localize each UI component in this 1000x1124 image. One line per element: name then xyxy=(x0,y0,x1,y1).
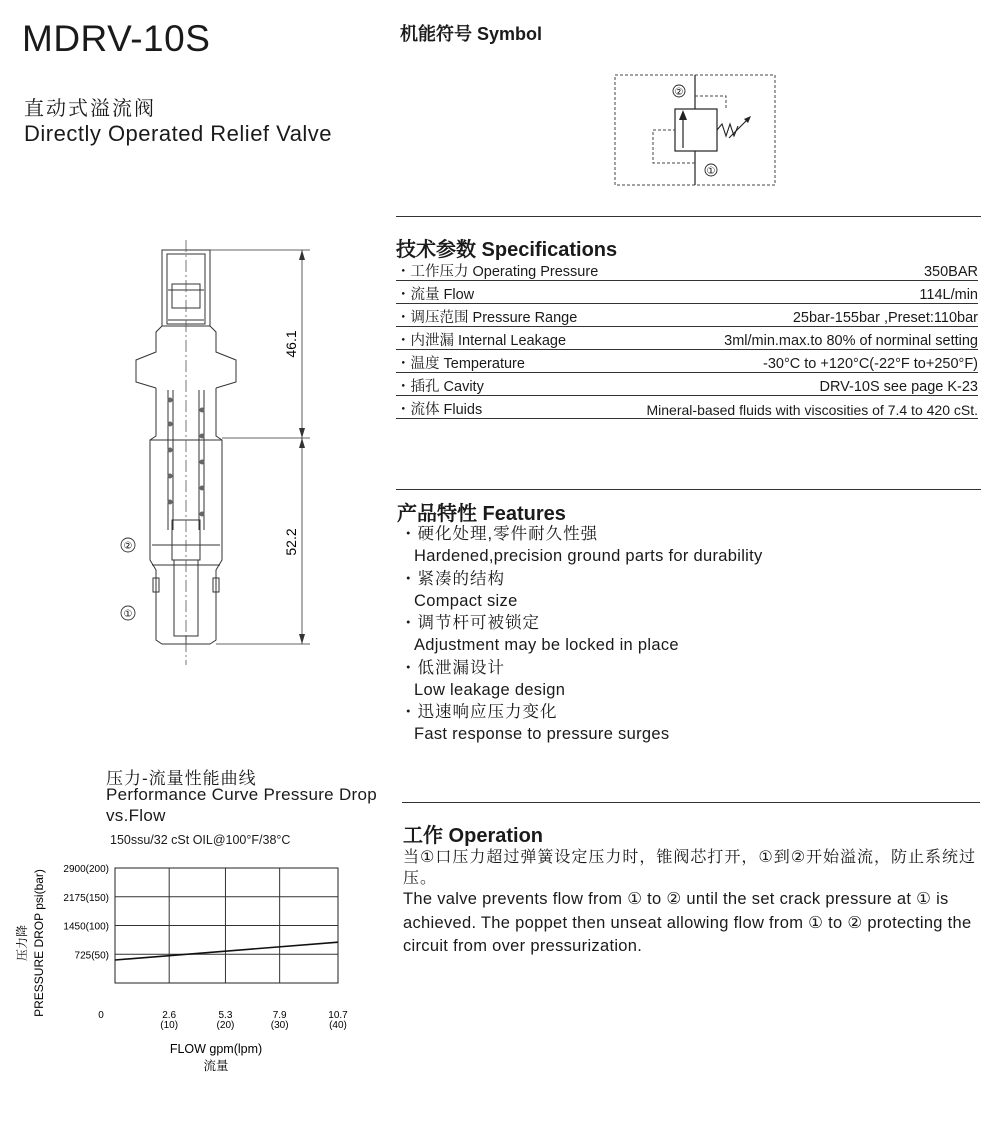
x-tick-sublabel: (10) xyxy=(160,1020,179,1031)
x-tick-label: 2.6 xyxy=(162,1010,177,1021)
spec-value: 114L/min xyxy=(919,286,978,303)
feature-cn: ・迅速响应压力变化 xyxy=(400,703,558,721)
x-axis-label: FLOW gpm(lpm) xyxy=(169,1042,263,1056)
feature-item xyxy=(400,568,763,613)
feature-en: Low leakage design xyxy=(414,680,566,699)
spec-label: ・调压范围 Pressure Range xyxy=(396,309,578,326)
feature-item xyxy=(400,523,763,568)
spec-label: ・工作压力 Operating Pressure xyxy=(396,263,599,280)
operation-title: 工作 Operation xyxy=(403,825,544,847)
spec-row-fluids xyxy=(396,396,978,419)
feature-item xyxy=(400,701,763,746)
specifications-title: 技术参数 Specifications xyxy=(396,239,618,261)
y-tick-label: 725(50) xyxy=(74,950,109,962)
product-name-en: Directly Operated Relief Valve xyxy=(24,121,333,146)
y-tick-label: 2175(150) xyxy=(63,892,109,904)
x-tick-label: 0 xyxy=(98,1010,104,1021)
series-line xyxy=(115,942,338,960)
feature-cn: ・调节杆可被锁定 xyxy=(400,614,540,632)
spec-label: ・插孔 Cavity xyxy=(396,378,484,395)
model-title: MDRV-10S xyxy=(22,18,211,59)
features-list xyxy=(400,523,763,746)
operation-text-cn: 当①口压力超过弹簧设定压力时，锥阀芯打开，①到②开始溢流，防止系统过压。 xyxy=(403,849,977,887)
spec-row-cavity xyxy=(396,373,978,396)
x-tick-sublabel: (30) xyxy=(270,1020,289,1031)
spec-row-internal-leakage xyxy=(396,327,978,350)
x-axis-label-cn: 流量 xyxy=(203,1059,229,1073)
valve-section-drawing xyxy=(110,240,325,670)
spec-label: ・温度 Temperature xyxy=(396,355,525,372)
product-name-cn: 直动式溢流阀 xyxy=(24,98,156,120)
curve-conditions: 150ssu/32 cSt OIL@100°F/38°C xyxy=(110,833,291,847)
feature-en: Adjustment may be locked in place xyxy=(414,636,679,654)
x-tick-sublabel: (20) xyxy=(216,1020,235,1031)
feature-cn: ・硬化处理,零件耐久性强 xyxy=(400,525,599,543)
feature-en: Compact size xyxy=(414,591,518,610)
feature-en: Fast response to pressure surges xyxy=(414,725,670,743)
spec-row-operating-pressure xyxy=(396,258,978,281)
y-axis-label-cn: 压力降 xyxy=(15,924,29,962)
x-tick-label: 7.9 xyxy=(272,1010,287,1021)
divider xyxy=(396,216,981,217)
divider xyxy=(396,489,981,490)
spec-label: ・流量 Flow xyxy=(396,286,475,303)
dim-lower-label: 52.2 xyxy=(283,528,299,556)
feature-en: Hardened,precision ground parts for durability xyxy=(414,547,763,565)
feature-cn: ・低泄漏设计 xyxy=(400,658,505,677)
dim-upper-label: 46.1 xyxy=(283,330,299,358)
hydraulic-symbol xyxy=(612,72,780,188)
spec-row-pressure-range xyxy=(396,304,978,327)
divider xyxy=(402,802,980,803)
x-tick-label: 5.3 xyxy=(218,1010,233,1021)
spec-row-flow xyxy=(396,281,978,304)
drawing-port-1-label: ① xyxy=(123,609,133,620)
symbol-port-1-label: ① xyxy=(706,166,716,177)
features-title: 产品特性 Features xyxy=(397,503,566,525)
spec-value: 25bar-155bar ,Preset:110bar xyxy=(792,309,978,326)
y-axis-label: PRESSURE DROP psi(bar) xyxy=(32,869,46,1017)
spec-value: 3ml/min.max.to 80% of norminal setting xyxy=(724,332,978,349)
feature-item xyxy=(400,612,763,657)
y-tick-label: 1450(100) xyxy=(63,921,109,933)
symbol-title: 机能符号 Symbol xyxy=(400,24,543,44)
y-tick-label: 2900(200) xyxy=(63,864,109,875)
curve-title-cn: 压力-流量性能曲线 xyxy=(106,769,257,788)
spec-value: 350BAR xyxy=(923,263,978,280)
spec-row-temperature xyxy=(396,350,978,373)
operation-text-en: The valve prevents flow from ① to ② until the set crack pressure at ① is achieved. The poppet then unseat allowing flow from ① to ② protecting the circuit from over pressurization. xyxy=(403,890,972,955)
drawing-port-2-label: ② xyxy=(123,541,133,552)
performance-chart xyxy=(0,845,380,1080)
symbol-port-2-label: ② xyxy=(674,87,684,98)
spec-value: DRV-10S see page K-23 xyxy=(819,378,978,395)
feature-cn: ・紧凑的结构 xyxy=(400,569,505,588)
spec-label: ・流体 Fluids xyxy=(396,401,483,418)
feature-item xyxy=(400,657,763,702)
curve-title-en: Performance Curve Pressure Drop vs.Flow xyxy=(106,785,378,825)
spec-value: Mineral-based fluids with viscosities of 7.4 to 420 cSt. xyxy=(646,401,978,418)
spec-label: ・内泄漏 Internal Leakage xyxy=(396,332,567,349)
spec-value: -30°C to +120°C(-22°F to+250°F) xyxy=(762,355,978,372)
x-tick-label: 10.7 xyxy=(328,1010,348,1021)
x-tick-sublabel: (40) xyxy=(329,1020,347,1031)
